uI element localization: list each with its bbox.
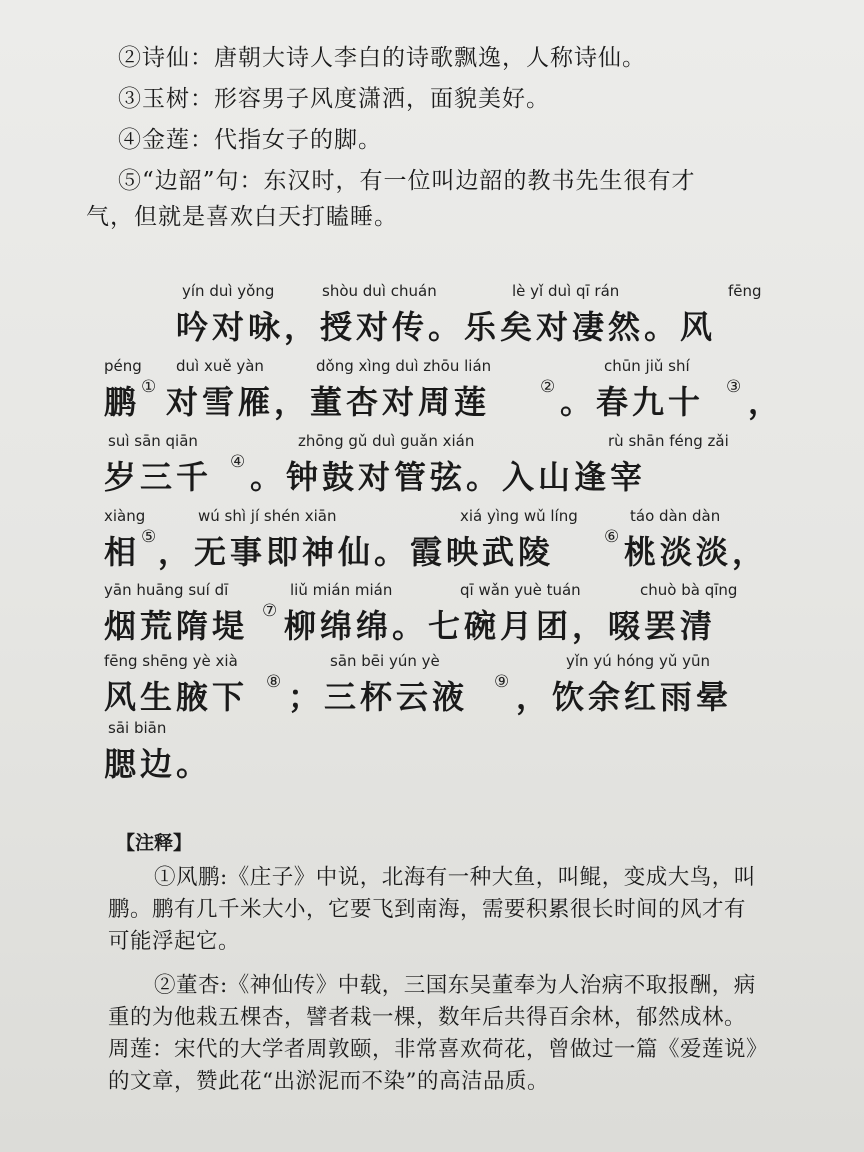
verse-text: 风生腋下: [104, 678, 249, 716]
verse-line: [0, 581, 864, 651]
pinyin: xiá yìng wǔ líng: [460, 507, 578, 525]
pinyin: zhōng gǔ duì guǎn xián: [298, 432, 475, 450]
verse-line: [0, 719, 864, 789]
pinyin: xiàng: [104, 507, 146, 525]
verse-text: 烟荒隋堤: [104, 607, 249, 645]
note-line: ⑤“边韶”句：东汉时，有一位叫边韶的教书先生很有才: [118, 168, 696, 194]
verse-text: ，: [748, 383, 785, 421]
footnote-marker: ⑧: [266, 672, 282, 692]
verse-text: 柳绵绵。七碗月团，啜罢清: [284, 607, 717, 645]
annotation-text: ②董杏:《神仙传》中载，三国东吴董奉为人治病不取报酬，病重的为他栽五棵杏，譬者栽一棵，数年后共得百余林，郁然成林。周莲：宋代的大学者周敦颐，非常喜欢荷花，曾做过一篇《爱莲说》的文章，赞此花“出淤泥而不染”的高洁品质。: [108, 973, 758, 1094]
pinyin: duì xuě yàn: [176, 357, 264, 375]
pinyin: shòu duì chuán: [322, 282, 437, 300]
footnote-marker: ③: [726, 377, 742, 397]
pinyin: suì sān qiān: [108, 432, 198, 450]
annotation-text: ①风鹏:《庄子》中说，北海有一种大鱼，叫鲲，变成大鸟，叫鹏。鹏有几千米大小，它要飞到南海，需要积累很长时间的风才有可能浮起它。: [108, 865, 756, 954]
verse-text: 岁三千: [104, 458, 213, 496]
pinyin: yǐn yú hóng yǔ yūn: [566, 652, 710, 670]
verse-text: 鹏: [104, 383, 141, 421]
pinyin: lè yǐ duì qī rán: [512, 282, 620, 300]
verse-text: ，无事即神仙。霞映武陵: [158, 533, 555, 571]
pinyin: sān bēi yún yè: [330, 652, 440, 670]
pinyin: chūn jiǔ shí: [604, 357, 690, 375]
pinyin: yín duì yǒng: [182, 282, 275, 300]
footnote-marker: ②: [540, 377, 556, 397]
footnote-marker: ⑨: [494, 672, 510, 692]
pinyin: liǔ mián mián: [290, 581, 393, 599]
verse-text: 。春九十: [560, 383, 705, 421]
verse-line: [0, 432, 864, 502]
pinyin: yān huāng suí dī: [104, 581, 229, 599]
verse-text: 。钟鼓对管弦。入山逢宰: [250, 458, 647, 496]
footnote-marker: ④: [230, 452, 246, 472]
pinyin: wú shì jí shén xiān: [198, 507, 337, 525]
footnote-marker: ①: [141, 377, 157, 397]
note-line: ④金莲：代指女子的脚。: [118, 127, 382, 153]
verse-text: 对雪雁，董杏对周莲: [166, 383, 491, 421]
verse-text: ，饮余红雨晕: [516, 678, 733, 716]
pinyin: fēng shēng yè xià: [104, 652, 238, 670]
pinyin: dǒng xìng duì zhōu lián: [316, 357, 492, 375]
verse-text: 腮边。: [104, 745, 213, 783]
verse-text: ；三杯云液: [288, 678, 469, 716]
notes-heading: 【注释】: [116, 832, 193, 854]
annotation-paragraph: [108, 862, 758, 958]
footnote-marker: ⑦: [262, 601, 278, 621]
verse-text: 桃淡淡，: [624, 533, 769, 571]
pinyin: sāi biān: [108, 719, 167, 737]
verse-line: [0, 507, 864, 577]
note-line: ③玉树：形容男子风度潇洒，面貌美好。: [118, 86, 550, 112]
verse-text: 吟对咏，授对传。乐矣对凄然。风: [176, 308, 717, 346]
pinyin: rù shān féng zǎi: [608, 432, 729, 450]
pinyin: táo dàn dàn: [630, 507, 721, 525]
pinyin: péng: [104, 357, 142, 375]
pinyin: chuò bà qīng: [640, 581, 738, 599]
pinyin: fēng: [728, 282, 762, 300]
pinyin: qī wǎn yuè tuán: [460, 581, 581, 599]
verse-line: [0, 282, 864, 352]
verse-text: 相: [104, 533, 141, 571]
verse-line: [0, 652, 864, 722]
footnote-marker: ⑤: [141, 527, 157, 547]
footnote-marker: ⑥: [604, 527, 620, 547]
annotation-paragraph: [108, 970, 758, 1098]
verse-line: [0, 357, 864, 427]
note-line: 气，但就是喜欢白天打瞌睡。: [86, 204, 398, 230]
note-line: ②诗仙：唐朝大诗人李白的诗歌飘逸，人称诗仙。: [118, 45, 646, 71]
